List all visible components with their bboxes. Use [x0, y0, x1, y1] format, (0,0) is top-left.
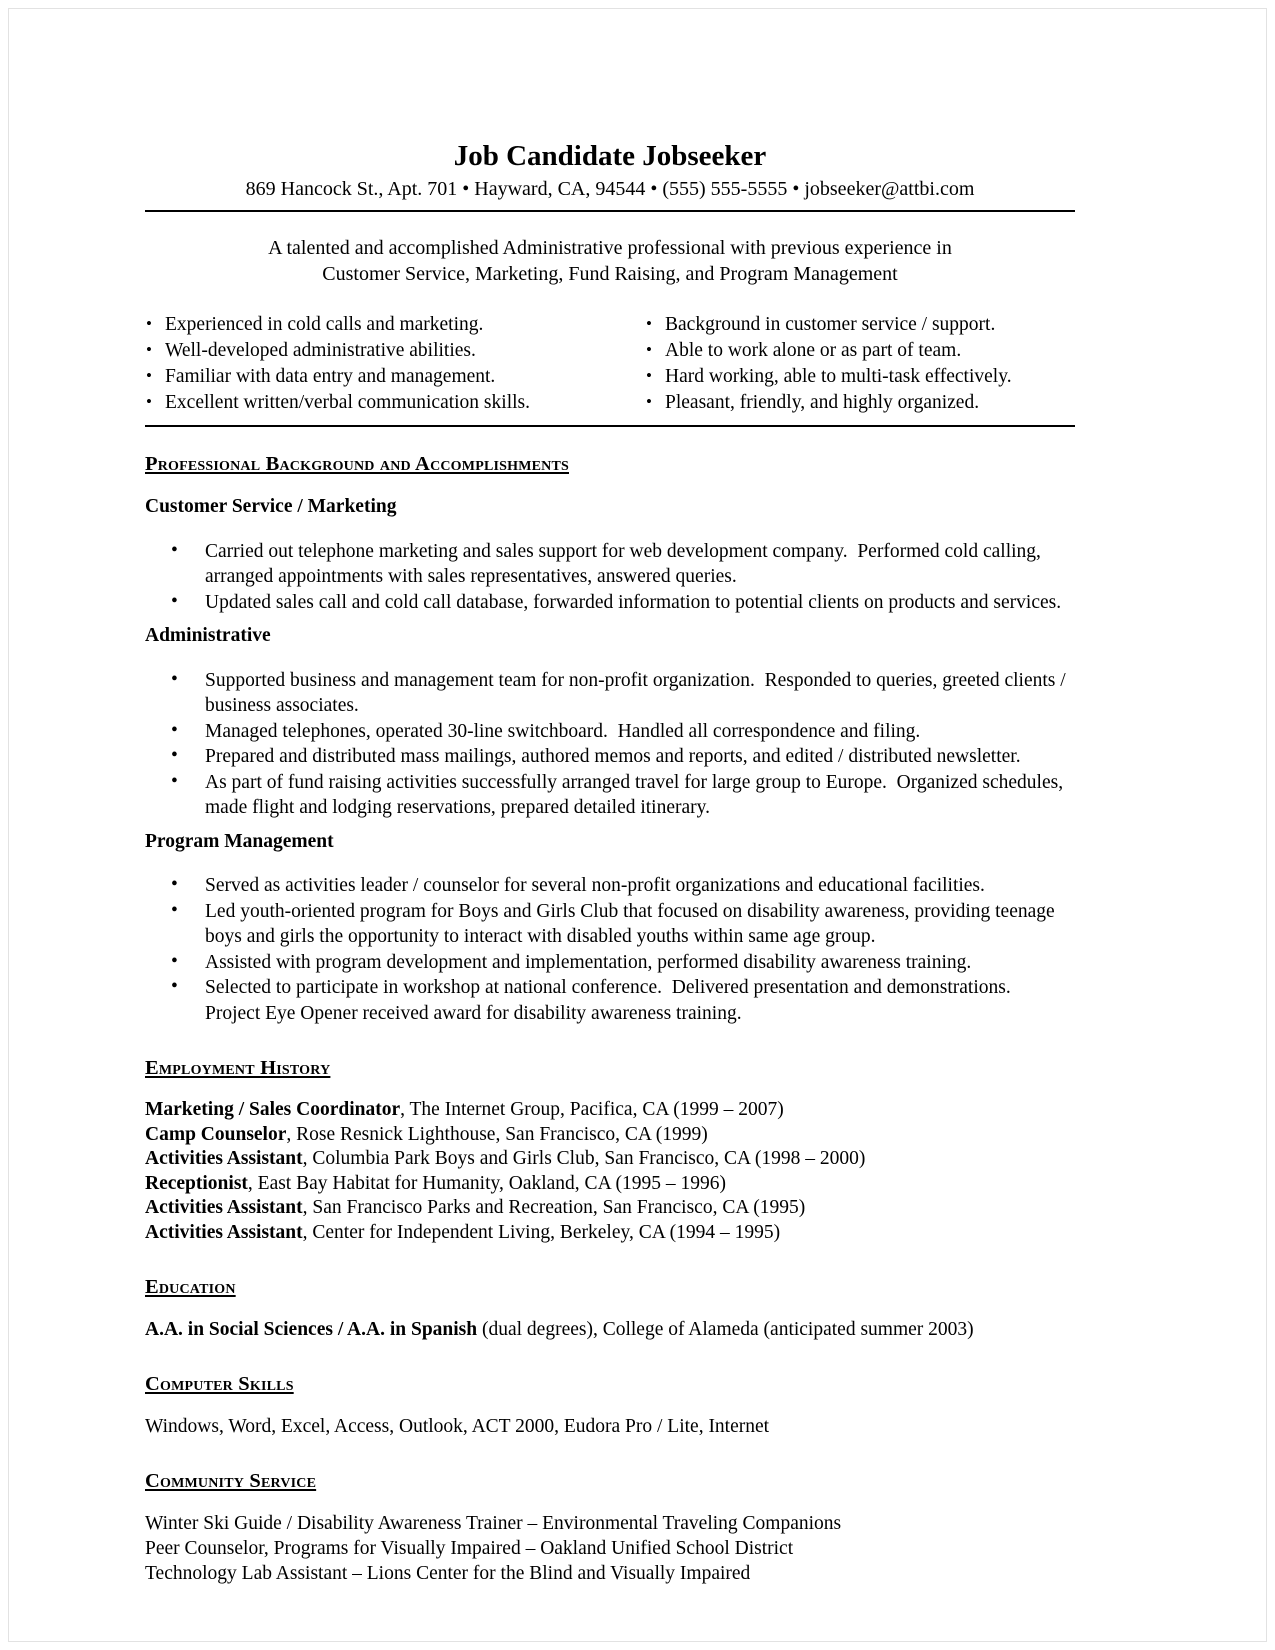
- bullet-icon: •: [146, 366, 152, 386]
- bullet-icon: •: [146, 392, 152, 412]
- job-details: , East Bay Habitat for Humanity, Oakland, CA (1995 – 1996): [247, 1172, 726, 1194]
- bullet-item: [145, 744, 1075, 770]
- highlight-item: [145, 338, 645, 364]
- job-details: , Columbia Park Boys and Girls Club, San Francisco, CA (1998 – 2000): [302, 1148, 866, 1170]
- highlight-text: Well-developed administrative abilities.: [165, 340, 476, 362]
- employment-entry: [145, 1172, 1075, 1197]
- bullet-icon: •: [171, 668, 178, 690]
- bullet-list: [145, 668, 1075, 821]
- community-service-list: [145, 1511, 1075, 1586]
- bullet-icon: •: [171, 590, 178, 612]
- highlight-item: [645, 338, 1075, 364]
- bullet-icon: •: [171, 745, 178, 767]
- bullet-item: [145, 899, 1075, 950]
- bullet-text: Led youth-oriented program for Boys and Girls Club that focused on disability awareness, providing teenage boys and girls the opportunity to interact with disabled youths within same age group.: [205, 900, 1060, 948]
- employment-entry: [145, 1221, 1075, 1246]
- group-title-program-management: Program Management: [145, 830, 334, 852]
- bullet-text: As part of fund raising activities successfully arranged travel for large group to Europe. Organized schedules, made flight and lodging reservations, prepared detailed itinerary.: [205, 771, 1068, 819]
- highlights: [145, 312, 1075, 416]
- bullet-text: Assisted with program development and implementation, performed disability awareness training.: [205, 951, 972, 973]
- employment-entry: [145, 1123, 1075, 1148]
- job-title: Activities Assistant: [145, 1197, 303, 1219]
- bullet-text: Supported business and management team for non-profit organization. Responded to queries, greeted clients / business associates.: [205, 669, 1071, 717]
- bullet-list: [145, 873, 1075, 1026]
- bullet-item: [145, 590, 1075, 616]
- bullet-icon: •: [171, 950, 178, 972]
- bullet-item: [145, 719, 1075, 745]
- section-heading-employment: Employment History: [145, 1057, 331, 1080]
- resume-content: [145, 140, 1075, 1586]
- highlight-text: Experienced in cold calls and marketing.: [165, 314, 484, 336]
- summary-line: A talented and accomplished Administrative professional with previous experience in: [268, 237, 952, 260]
- highlight-text: Hard working, able to multi-task effectively.: [665, 366, 1012, 388]
- computer-skills-list: [145, 1414, 1075, 1439]
- bullet-item: [145, 873, 1075, 899]
- section-heading-education: Education: [145, 1276, 236, 1299]
- bullet-icon: •: [171, 976, 178, 998]
- bullet-item: [145, 668, 1075, 719]
- divider-summary: [145, 425, 1075, 427]
- bullet-icon: •: [171, 899, 178, 921]
- candidate-name: Job Candidate Jobseeker: [453, 140, 767, 172]
- highlights-left-column: [145, 312, 645, 416]
- highlight-item: [145, 364, 645, 390]
- summary-line: Customer Service, Marketing, Fund Raising, and Program Management: [322, 263, 898, 286]
- highlight-text: Pleasant, friendly, and highly organized.: [665, 392, 980, 414]
- section-community-service: [145, 1469, 1075, 1586]
- community-service-entry: Winter Ski Guide / Disability Awareness Trainer – Environmental Traveling Companions: [145, 1513, 842, 1535]
- job-details: , San Francisco Parks and Recreation, San Francisco, CA (1995): [302, 1197, 806, 1219]
- bullet-item: [145, 539, 1075, 590]
- bullet-item: [145, 950, 1075, 976]
- bullet-text: Carried out telephone marketing and sales support for web development company. Performed cold calling, arranged appointments with sales representatives, answered queries.: [205, 540, 1046, 588]
- highlight-item: [145, 390, 645, 416]
- highlight-text: Able to work alone or as part of team.: [665, 340, 962, 362]
- bullet-text: Served as activities leader / counselor for several non-profit organizations and educational facilities.: [205, 875, 985, 897]
- bullet-item: [145, 770, 1075, 821]
- highlight-text: Familiar with data entry and management.: [165, 366, 496, 388]
- employment-entry: [145, 1196, 1075, 1221]
- employment-list: [145, 1098, 1075, 1245]
- section-computer-skills: [145, 1372, 1075, 1439]
- bullet-item: [145, 975, 1075, 1026]
- bullet-icon: •: [171, 770, 178, 792]
- bullet-list: [145, 539, 1075, 616]
- bullet-icon: •: [146, 340, 152, 360]
- community-service-entry: Peer Counselor, Programs for Visually Impaired – Oakland Unified School District: [145, 1538, 794, 1560]
- bullet-icon: •: [146, 314, 152, 334]
- divider-header: [145, 210, 1075, 212]
- bullet-text: Updated sales call and cold call database, forwarded information to potential clients on products and services.: [205, 591, 1062, 613]
- community-service-entry: Technology Lab Assistant – Lions Center for the Blind and Visually Impaired: [145, 1563, 751, 1585]
- bullet-icon: •: [646, 340, 652, 360]
- employment-entry: [145, 1098, 1075, 1123]
- highlight-text: Background in customer service / support.: [665, 314, 996, 336]
- job-details: , The Internet Group, Pacifica, CA (1999 – 2007): [400, 1099, 784, 1121]
- bullet-text: Managed telephones, operated 30-line switchboard. Handled all correspondence and filing.: [205, 720, 921, 742]
- section-employment-history: [145, 1056, 1075, 1245]
- bullet-icon: •: [646, 314, 652, 334]
- summary-statement: [145, 235, 1075, 287]
- bullet-text: Prepared and distributed mass mailings, authored memos and reports, and edited / distributed newsletter.: [205, 746, 1021, 768]
- bullet-icon: •: [171, 539, 178, 561]
- contact-line: 869 Hancock St., Apt. 701 • Hayward, CA, 94544 • (555) 555-5555 • jobseeker@attbi.com: [245, 178, 975, 201]
- job-details: , Rose Resnick Lighthouse, San Francisco, CA (1999): [286, 1123, 708, 1145]
- section-heading-computer-skills: Computer Skills: [145, 1373, 294, 1396]
- bullet-icon: •: [646, 366, 652, 386]
- highlight-item: [645, 390, 1075, 416]
- highlight-item: [645, 364, 1075, 390]
- skills-text: Windows, Word, Excel, Access, Outlook, ACT 2000, Eudora Pro / Lite, Internet: [145, 1416, 770, 1438]
- highlights-right-column: [645, 312, 1075, 416]
- highlight-item: [645, 312, 1075, 338]
- job-details: , Center for Independent Living, Berkeley, CA (1994 – 1995): [302, 1221, 781, 1243]
- job-title: Activities Assistant: [145, 1221, 303, 1243]
- degree-title: A.A. in Social Sciences / A.A. in Spanish: [145, 1319, 478, 1341]
- job-title: Activities Assistant: [145, 1148, 303, 1170]
- job-title: Camp Counselor: [145, 1123, 287, 1145]
- bullet-text: Selected to participate in workshop at national conference. Delivered presentation and demonstrations. Project Eye Opener received award for disability awareness training.: [205, 977, 1021, 1024]
- section-heading-professional: Professional Background and Accomplishments: [145, 453, 569, 476]
- job-title: Receptionist: [145, 1172, 248, 1194]
- group-title-administrative: Administrative: [145, 625, 271, 647]
- bullet-icon: •: [171, 719, 178, 741]
- bullet-icon: •: [646, 392, 652, 412]
- highlight-item: [145, 312, 645, 338]
- education-entry: [145, 1317, 1075, 1342]
- section-education: [145, 1275, 1075, 1342]
- bullet-icon: •: [171, 874, 178, 896]
- degree-details: (dual degrees), College of Alameda (anticipated summer 2003): [477, 1319, 974, 1341]
- group-title-customer-service: Customer Service / Marketing: [145, 496, 397, 518]
- highlight-text: Excellent written/verbal communication skills.: [165, 392, 530, 414]
- section-professional-background: [145, 452, 1075, 1026]
- resume-header: [145, 140, 1075, 201]
- section-heading-community-service: Community Service: [145, 1470, 317, 1493]
- employment-entry: [145, 1147, 1075, 1172]
- job-title: Marketing / Sales Coordinator: [145, 1099, 401, 1121]
